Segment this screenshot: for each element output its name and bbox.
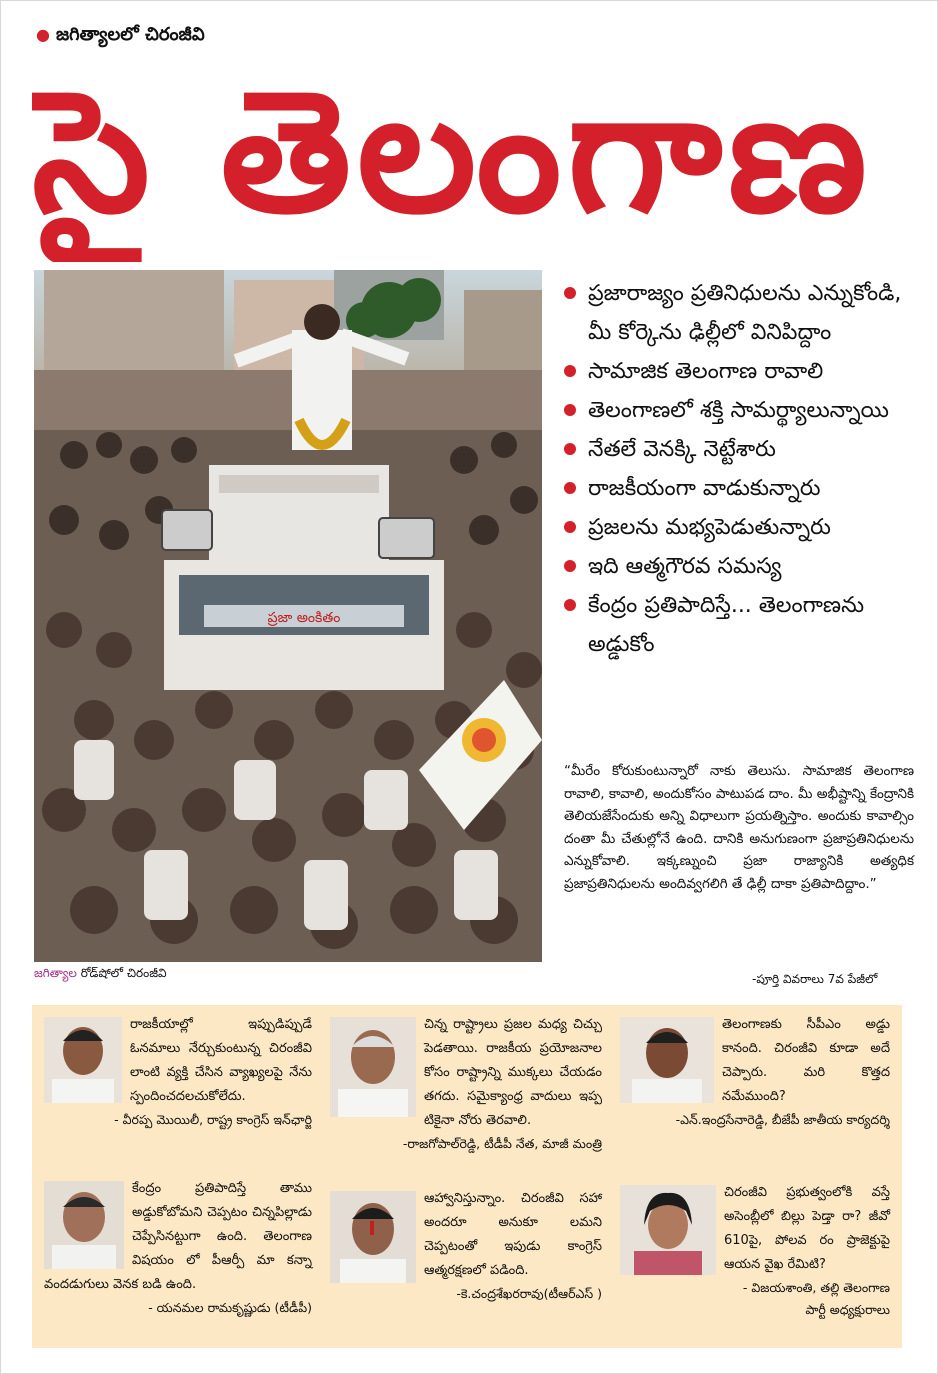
key-point: తెలంగాణలో శక్తి సామర్థ్యాలున్నాయి — [562, 391, 912, 430]
reaction-card — [620, 1013, 890, 1131]
key-point: నేతలే వెనక్కి నెట్టేశారు — [562, 430, 912, 469]
reaction-card — [44, 1013, 312, 1131]
reaction-card — [330, 1013, 602, 1155]
portrait-photo — [330, 1017, 416, 1117]
photo-caption — [34, 966, 167, 983]
reaction-card — [620, 1181, 890, 1321]
key-points-list — [562, 274, 912, 664]
reaction-card — [44, 1177, 312, 1319]
portrait-photo — [330, 1191, 416, 1283]
reaction-text: రాజకీయాల్లో ఇప్పుడిప్పుడే ఓనమాలు నేర్చుకుంటున్న చిరంజీవి లాంటి వ్యక్తి చేసిన వ్యాఖ్యలపై నేను స్పందించదలచుకోలేదు. — [130, 1017, 312, 1104]
key-point: ఇది ఆత్మగౌరవ సమస్య — [562, 547, 912, 586]
reaction-text: చిరంజీవి ప్రభుత్వంలోకి వస్తే అసెంబ్లీలో బిల్లు పెడ్తా రా? జీవో 610పై, పోలవ రం ప్రాజెక్టుపై ఆయన వైఖ రేమిటి? — [724, 1185, 890, 1272]
speech-quote: “మీరేం కోరుకుంటున్నారో నాకు తెలుసు. సామాజిక తెలంగాణ రావాలి, కావాలి, అందుకోసం పాటుపడ దాం. మీ అభీష్టాన్ని కేంద్రానికి తెలియజేసేందుకు అన్ని విధాలుగా ప్రయత్నిస్తాం. అందుకు కావాల్సిం దంతా మీ చేతుల్లోనే ఉంది. దానికి అనుగుణంగా ప్రజాప్రతినిధులను ఎన్నుకోవాలి. ఇక్కణ్నుంచి ప్రజా రాజ్యానికి అత్యధిక ప్రజాప్రతినిధులను అందివ్వగలిగి తే ఢిల్లీ దాకా ప్రతిపాదిద్దాం.” — [564, 763, 914, 892]
key-point: సామాజిక తెలంగాణ రావాలి — [562, 352, 912, 391]
reactions-panel — [32, 1005, 902, 1348]
key-point: కేంద్రం ప్రతిపాదిస్తే... తెలంగాణను అడ్డుకోం — [562, 586, 912, 664]
reaction-card — [330, 1187, 602, 1305]
key-point: రాజకీయంగా వాడుకున్నారు — [562, 469, 912, 508]
reaction-text: చిన్న రాష్ట్రాలు ప్రజల మధ్య చిచ్చు పెడతాయి. రాజకీయ ప్రయోజనాల కోసం రాష్ట్రాన్ని ముక్కలు చేయడం తగదు. సమైక్యాంధ్ర వాదులు ఇప్ప టికైనా నోరు తెరవాలి. — [424, 1017, 602, 1128]
bullet-dot-icon: ● — [36, 25, 50, 44]
caption-place: జగిత్యాల — [34, 966, 77, 980]
key-point: ప్రజారాజ్యం ప్రతినిధులను ఎన్నుకోండి, మీ కోర్కెను ఢిల్లీలో వినిపిద్దాం — [562, 274, 912, 352]
reaction-text: కేంద్రం ప్రతిపాదిస్తే తాము అడ్డుకోబోమని చెప్పటం చిన్నపిల్లాడు చెప్పేసినట్టుగా ఉంది. తెలంగాణ విషయం లో పీఆర్పీ మా కన్నా వందడుగులు వెనక బడి ఉంది. — [44, 1181, 312, 1292]
reaction-attribution: - వీరప్ప మొయిలీ, రాష్ట్ర కాంగ్రెస్ ఇన్‌ఛార్జి — [114, 1112, 312, 1127]
portrait-photo — [620, 1185, 716, 1275]
kicker — [36, 24, 205, 49]
reaction-attribution: -రాజగోపాల్‌రెడ్డి, టీడీపీ నేత, మాజీ మంత్రి — [402, 1136, 602, 1151]
vehicle-banner-text: ప్రజా అంకితం — [267, 610, 341, 626]
reaction-attribution: -కె.చంద్రశేఖరరావు(టీఆర్ఎస్ ) — [456, 1286, 602, 1301]
reaction-attribution: - విజయశాంతి, తల్లి తెలంగాణ పార్టీ అధ్యక్షురాలు — [742, 1280, 890, 1317]
rally-photo — [34, 270, 542, 962]
reaction-attribution: - యనమల రామకృష్ణుడు (టీడీపీ) — [148, 1300, 312, 1315]
key-point: ప్రజలను మభ్యపెడుతున్నారు — [562, 508, 912, 547]
portrait-photo — [620, 1017, 714, 1103]
reaction-text: తెలంగాణకు సీపీఎం అడ్డు కానంది. చిరంజీవి కూడా అదే చెప్పారు. మరి కొత్తద నమేముంది? — [722, 1017, 890, 1104]
portrait-photo — [44, 1181, 124, 1269]
continued-note: -పూర్తి వివరాలు 7వ పేజీలో — [752, 972, 878, 986]
caption-text: రోడ్‌షోలో చిరంజీవి — [76, 966, 167, 980]
reaction-text: ఆహ్వానిస్తున్నాం. చిరంజీవి సహా అందరూ అనుకూ లమని చెప్పటంతో ఇపుడు కాంగ్రెస్ ఆత్మరక్షణలో పడింది. — [424, 1191, 602, 1278]
headline: సై తెలంగాణ — [32, 54, 873, 250]
kicker-text: జగిత్యాలలో చిరంజీవి — [55, 24, 205, 45]
reaction-attribution: -ఎన్.ఇంద్రసేనారెడ్డి, బీజేపీ జాతీయ కార్యదర్శి — [675, 1112, 890, 1127]
portrait-photo — [44, 1017, 122, 1103]
